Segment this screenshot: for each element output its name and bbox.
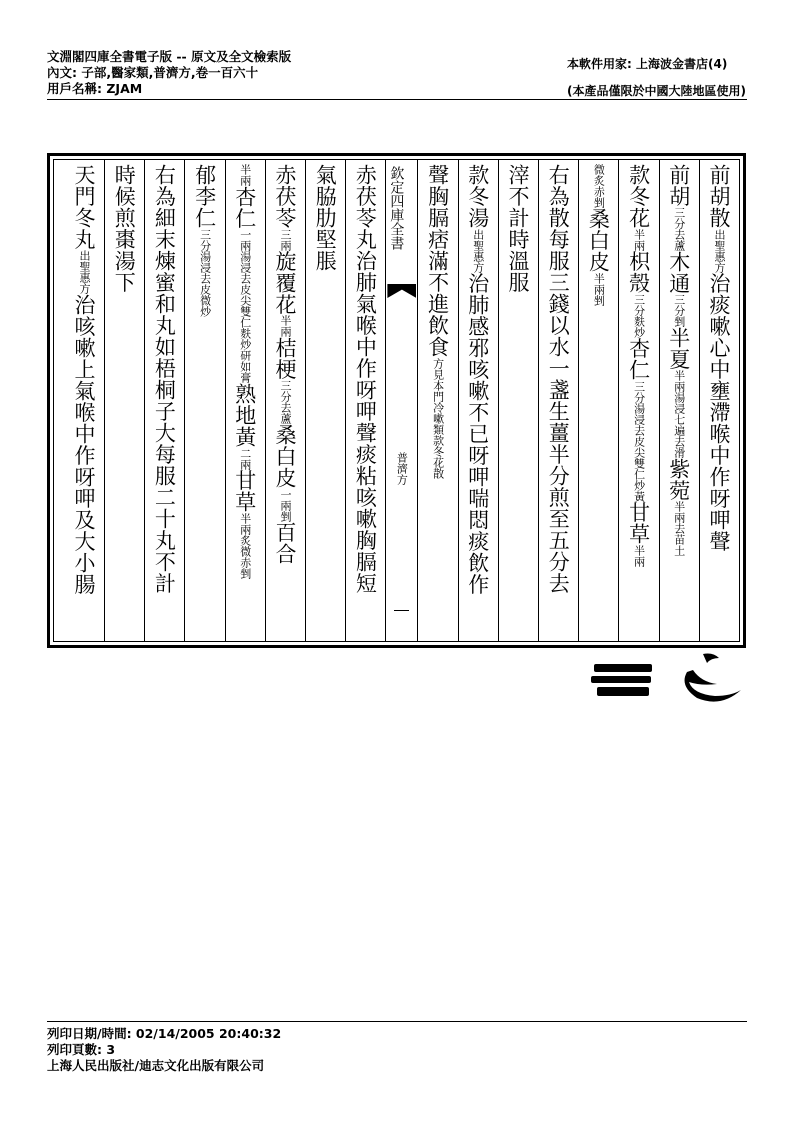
- column-main-text: 前胡: [666, 164, 691, 207]
- text-column-2: [659, 160, 699, 641]
- column-text: [105, 160, 144, 293]
- column-main-text: 款冬湯: [465, 164, 490, 229]
- header-right-1: 本軟件用家: 上海波金書店(4): [567, 57, 728, 71]
- annotation-text: 三分去蘆: [672, 207, 686, 251]
- annotation-text: 三兩: [278, 228, 292, 251]
- column-text: [145, 160, 184, 594]
- column-main-text: 右為細末煉蜜和丸如梧桐子大每服二十丸不計: [152, 164, 177, 594]
- column-main-text: 杏仁: [626, 337, 651, 381]
- header-line-3: 用戶名稱: ZJAM: [47, 81, 143, 96]
- column-main-text: 治肺感邪咳嗽不已呀呷喘悶痰飲作: [465, 272, 490, 595]
- footer-rule: [47, 1021, 747, 1022]
- header-right-2: (本產品僅限於中國大陸地區使用): [567, 84, 746, 98]
- annotation-text: 半兩: [632, 228, 646, 251]
- annotation-text: 三分去蘆: [278, 380, 292, 424]
- column-text: [185, 160, 224, 317]
- center-fold-column: [385, 160, 417, 641]
- column-text: [306, 160, 345, 272]
- annotation-text: 方見本門冷嗽類款冬花散: [431, 357, 445, 479]
- text-column-16: [64, 160, 104, 641]
- fold-line: [394, 610, 409, 611]
- column-main-text: 時候煎棗湯下: [112, 164, 137, 293]
- annotation-text: 一兩湯浸去皮尖雙仁麩炒研如膏: [238, 229, 252, 383]
- column-main-text: 前胡散: [706, 164, 731, 229]
- annotation-text: 三分湯浸去皮尖雙仁炒黃: [632, 380, 646, 502]
- column-main-text: 紫菀: [666, 458, 691, 501]
- column-text: [539, 160, 578, 594]
- text-column-11: [265, 160, 305, 641]
- column-text: [459, 160, 498, 595]
- column-main-text: 天門冬丸: [71, 164, 96, 250]
- page-frame: [47, 153, 746, 648]
- column-main-text: 右為散每服三錢以水一盞生薑半分煎至五分去: [546, 164, 571, 594]
- footer-line-3: 上海人民出版社/迪志文化出版有限公司: [47, 1058, 265, 1073]
- column-main-text: 半夏: [666, 327, 691, 370]
- header-line-1: 文淵閣四庫全書電子版 -- 原文及全文檢索版: [47, 49, 292, 64]
- column-text: [660, 160, 699, 556]
- footer-line-1: 列印日期/時間: 02/14/2005 20:40:32: [47, 1026, 282, 1041]
- publisher-logo: [591, 652, 745, 704]
- header-left: [47, 49, 291, 97]
- annotation-text: 三分湯浸去皮微炒: [198, 228, 212, 317]
- text-column-3: [618, 160, 658, 641]
- header-right: [567, 51, 746, 105]
- text-column-15: [104, 160, 144, 641]
- text-column-1: [699, 160, 739, 641]
- column-text: [418, 160, 457, 479]
- text-column-12: [225, 160, 265, 641]
- annotation-text: 一兩剉: [278, 488, 292, 522]
- annotation-text: 出聖惠方: [471, 228, 485, 273]
- text-column-6: [498, 160, 538, 641]
- annotation-text: 半兩: [278, 315, 292, 337]
- column-main-text: 桔梗: [272, 337, 297, 380]
- column-main-text: 甘草: [626, 501, 651, 545]
- annotation-text: 半兩炙微赤剉: [238, 512, 252, 579]
- fold-subtitle: 普濟方: [395, 452, 409, 485]
- column-main-text: 杏仁: [232, 186, 257, 229]
- fold-title: 欽定四庫全書: [388, 166, 405, 250]
- column-main-text: 熟地黃: [232, 383, 257, 448]
- header-rule: [47, 99, 747, 100]
- column-text: [700, 160, 739, 552]
- annotation-text: 三分剉: [672, 294, 686, 327]
- annotation-text: 出聖惠方: [77, 250, 91, 294]
- column-main-text: 聲胸膈痞滿不進飲食: [425, 164, 450, 358]
- column-main-text: 治肺氣喉中作呀呷聲痰粘咳嗽胸膈短: [353, 250, 378, 594]
- text-column-4: [578, 160, 618, 641]
- column-main-text: 枳殼: [626, 250, 651, 294]
- text-column-10: [305, 160, 345, 641]
- column-main-text: 郁李仁: [192, 164, 217, 229]
- column-main-text: 赤茯苓: [272, 164, 297, 229]
- column-main-text: 滓不計時溫服: [505, 164, 530, 293]
- column-text: [619, 160, 658, 567]
- column-main-text: 旋覆花: [272, 250, 297, 315]
- column-main-text: 赤茯苓丸: [353, 164, 378, 250]
- footer: [47, 1026, 281, 1074]
- column-text: [266, 160, 305, 565]
- annotation-text: 微炙赤剉: [592, 164, 606, 208]
- column-main-text: 甘草: [232, 469, 257, 513]
- column-main-text: 百合: [272, 521, 297, 565]
- text-column-9: [345, 160, 385, 641]
- annotation-text: 半兩湯浸七遍去滑: [672, 370, 686, 458]
- column-text: [499, 160, 538, 293]
- annotation-text: 二兩: [238, 447, 252, 470]
- fold-mark-icon: [387, 284, 416, 298]
- column-main-text: 款冬花: [626, 164, 651, 229]
- column-main-text: 桑白皮: [272, 424, 297, 489]
- page-frame-inner: [53, 159, 740, 642]
- footer-line-2: 列印頁數: 3: [47, 1042, 116, 1057]
- column-text: [579, 160, 618, 306]
- column-main-text: 治咳嗽上氣喉中作呀呷及大小腸: [71, 294, 96, 595]
- annotation-text: 半兩: [632, 544, 646, 567]
- text-column-5: [538, 160, 578, 641]
- column-main-text: 氣脇肋堅脹: [313, 164, 338, 272]
- column-text: [64, 160, 104, 595]
- text-column-7: [458, 160, 498, 641]
- column-text: [346, 160, 385, 594]
- annotation-text: 半兩去苗土: [672, 501, 686, 556]
- column-main-text: 桑白皮: [586, 208, 611, 273]
- annotation-text: 出聖惠方: [712, 228, 726, 273]
- column-text: [226, 160, 265, 579]
- header-line-2: 內文: 子部,醫家類,普濟方,卷一百六十: [47, 65, 259, 80]
- text-column-13: [184, 160, 224, 641]
- column-main-text: 治痰嗽心中壅滯喉中作呀呷聲: [706, 272, 731, 552]
- text-column-8: [417, 160, 457, 641]
- text-column-14: [144, 160, 184, 641]
- annotation-text: 半兩: [238, 164, 252, 186]
- column-main-text: 木通: [666, 251, 691, 294]
- annotation-text: 三分麩炒: [632, 293, 646, 338]
- annotation-text: 半兩剉: [592, 272, 606, 306]
